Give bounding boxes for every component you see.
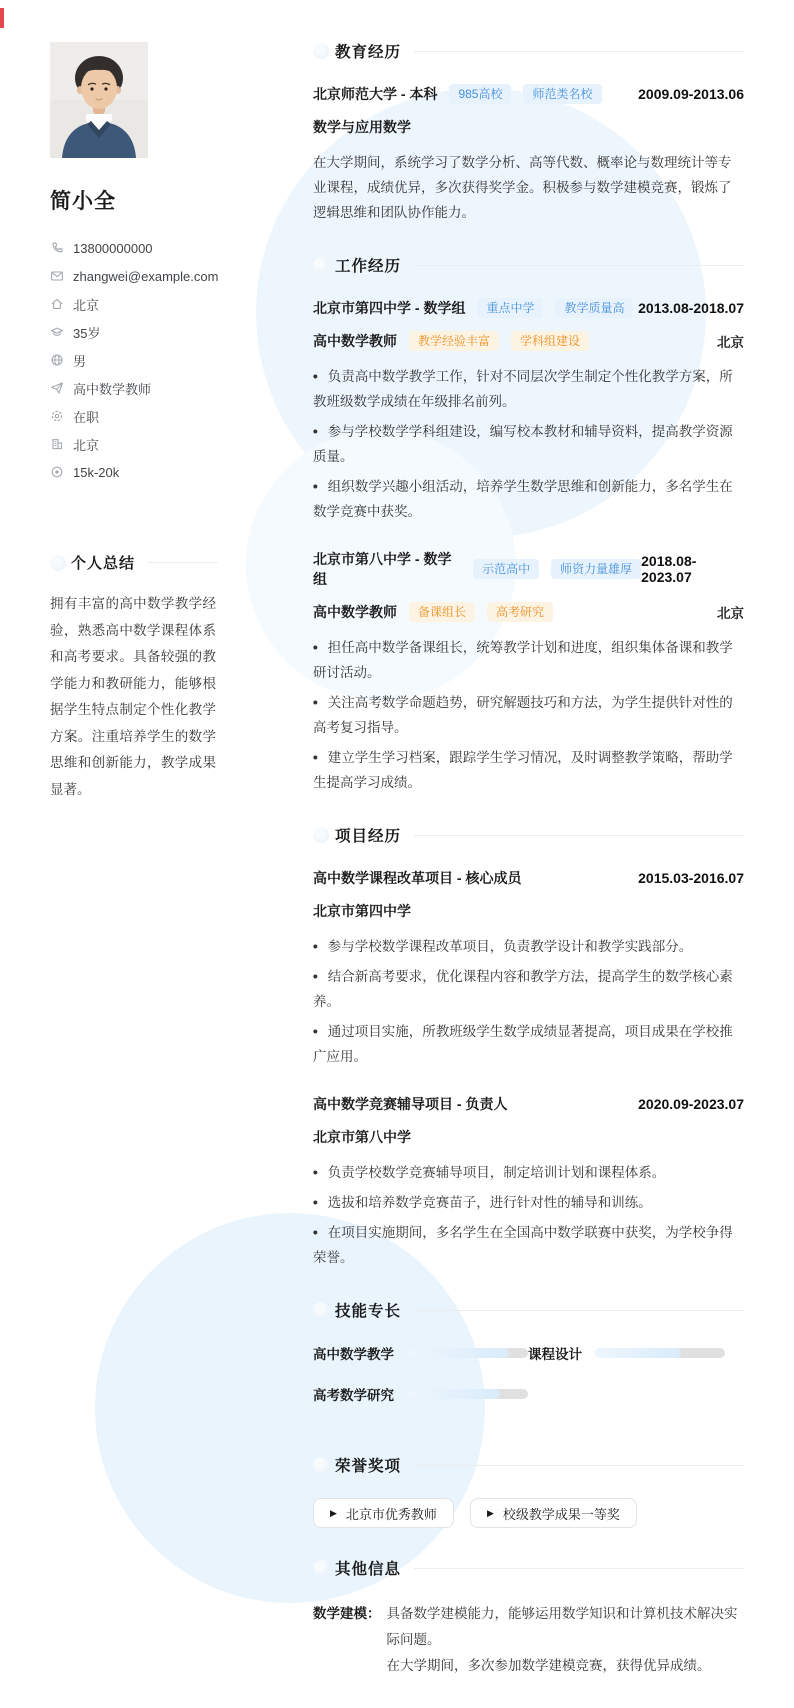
- honor-label: 北京市优秀教师: [345, 1506, 437, 1522]
- company-name: 北京市第八中学 - 数学组: [313, 551, 452, 587]
- summary-section-header: [50, 552, 218, 573]
- contact-phone: [50, 234, 295, 262]
- education-entry: [313, 84, 744, 225]
- paper-plane-icon: [50, 381, 64, 395]
- other-label: 数学建模：: [313, 1606, 381, 1621]
- contact-gender: [50, 346, 295, 374]
- project-bullet: • 选拔和培养数学竞赛苗子，进行针对性的辅导和训练。: [313, 1190, 744, 1215]
- bullet-dot-icon: •: [312, 1023, 318, 1040]
- section-title: 工作经历: [335, 258, 402, 275]
- company-tag: 示范高中: [473, 559, 539, 579]
- bullet-dot-icon: •: [312, 694, 318, 711]
- phone-icon: [50, 241, 64, 255]
- contact-value: 高中数学教师: [73, 381, 152, 397]
- skill-bar-fill: [595, 1348, 681, 1358]
- projects-section-header: [313, 824, 744, 846]
- project-date: 2020.09-2023.07: [638, 1096, 744, 1112]
- sidebar: [50, 42, 295, 803]
- divider: [414, 835, 744, 836]
- skill-name: 课程设计: [528, 1347, 582, 1362]
- honors-section-header: [313, 1454, 744, 1476]
- project-bullet: • 参与学校数学课程改革项目，负责教学设计和教学实践部分。: [313, 934, 744, 959]
- honors-list: [313, 1498, 744, 1528]
- bullet-dot-icon: •: [312, 368, 318, 385]
- skills-section: [313, 1299, 744, 1425]
- other-text: [387, 1601, 745, 1679]
- project-org: 北京市第四中学: [313, 903, 411, 919]
- bullet-dot-icon: •: [312, 1224, 318, 1241]
- work-bullet: • 关注高考数学命题趋势，研究解题技巧和方法，为学生提供针对性的高考复习指导。: [313, 690, 744, 740]
- honors-section: [313, 1454, 744, 1528]
- bullet-dot-icon: •: [312, 423, 318, 440]
- contact-status: [50, 402, 295, 430]
- work-date: 2013.08-2018.07: [638, 300, 744, 316]
- skill-bar: [407, 1389, 528, 1399]
- work-bullet: • 参与学校数学学科组建设，编写校本教材和辅导资料，提高教学资源质量。: [313, 419, 744, 469]
- profile-photo: [50, 42, 148, 158]
- divider: [414, 265, 744, 266]
- section-title: 技能专长: [335, 1303, 402, 1320]
- skill-bar-fill: [407, 1348, 509, 1358]
- bullet-dot-icon: •: [312, 938, 318, 955]
- work-date: 2018.08-2023.07: [641, 553, 697, 585]
- section-dot-icon: [313, 257, 329, 273]
- role-tag: 教学经验丰富: [409, 331, 499, 351]
- skills-section-header: [313, 1299, 744, 1321]
- projects-section: [313, 824, 744, 1270]
- project-date: 2015.03-2016.07: [638, 870, 744, 886]
- skill-bar: [407, 1348, 528, 1358]
- building-icon: [50, 437, 64, 451]
- education-date: 2009.09-2013.06: [638, 86, 744, 102]
- school-tag: 师范类名校: [523, 84, 601, 104]
- bullet-dot-icon: •: [312, 749, 318, 766]
- profile-name: 简小全: [50, 190, 116, 213]
- education-section-header: [313, 40, 744, 62]
- contact-email: [50, 262, 295, 290]
- company-tag: 师资力量雄厚: [551, 559, 641, 579]
- bullet-dot-icon: •: [312, 968, 318, 985]
- honor-label: 校级教学成果一等奖: [502, 1506, 620, 1522]
- section-dot-icon: [313, 1560, 329, 1576]
- honor-pill[interactable]: [313, 1498, 454, 1528]
- bullet-dot-icon: •: [312, 1194, 318, 1211]
- page-accent-mark: [0, 8, 4, 28]
- skill-bar: [595, 1348, 725, 1358]
- work-bullet: • 建立学生学习档案，跟踪学生学习情况，及时调整教学策略，帮助学生提高学习成绩。: [313, 745, 744, 795]
- skill-item: [313, 1343, 528, 1363]
- contact-value: 在职: [73, 409, 100, 425]
- company-tag: 教学质量高: [555, 298, 633, 318]
- contact-list: [50, 234, 295, 486]
- bullet-dot-icon: •: [312, 1164, 318, 1181]
- project-bullet: • 在项目实施期间，多名学生在全国高中数学联赛中获奖，为学校争得荣誉。: [313, 1220, 744, 1270]
- project-name: 高中数学竞赛辅导项目 - 负责人: [313, 1096, 508, 1112]
- work-entry: [313, 549, 744, 795]
- project-org: 北京市第八中学: [313, 1129, 411, 1145]
- work-bullet: • 负责高中数学教学工作，针对不同层次学生制定个性化教学方案，所教班级数学成绩在年级排名前列。: [313, 364, 744, 414]
- role-name: 高中数学教师: [313, 604, 397, 620]
- section-title: 荣誉奖项: [335, 1458, 402, 1475]
- section-title: 教育经历: [335, 44, 402, 61]
- contact-salary: [50, 458, 295, 486]
- contact-value: 北京: [73, 437, 100, 453]
- project-entry: [313, 1094, 744, 1270]
- divider: [414, 51, 744, 52]
- section-dot-icon: [313, 43, 329, 59]
- other-section: [313, 1557, 744, 1679]
- section-dot-icon: [313, 1457, 329, 1473]
- bullet-dot-icon: •: [312, 639, 318, 656]
- project-name: 高中数学课程改革项目 - 核心成员: [313, 870, 522, 886]
- contact-location: [50, 290, 295, 318]
- school-name: 北京师范大学 - 本科: [313, 86, 438, 102]
- education-section: [313, 40, 744, 225]
- play-icon: ▶: [486, 1507, 494, 1518]
- contact-value: 15k-20k: [73, 464, 120, 480]
- project-entry: [313, 868, 744, 1069]
- work-location: 北京: [717, 335, 744, 350]
- role-tag: 备课组长: [409, 602, 475, 622]
- mail-icon: [50, 269, 64, 283]
- education-description: 在大学期间，系统学习了数学分析、高等代数、概率论与数理统计等专业课程，成绩优异，多次获得奖学金。积极参与数学建模竞赛，锻炼了逻辑思维和团队协作能力。: [313, 155, 732, 220]
- bullet-dot-icon: •: [312, 478, 318, 495]
- contact-job-title: [50, 374, 295, 402]
- section-title: 项目经历: [335, 828, 402, 845]
- contact-value: 北京: [73, 297, 100, 313]
- contact-value: 35岁: [73, 325, 101, 341]
- project-bullet: • 结合新高考要求，优化课程内容和教学方法，提高学生的数学核心素养。: [313, 964, 744, 1014]
- other-text-line: 具备数学建模能力，能够运用数学知识和计算机技术解决实际问题。: [386, 1606, 738, 1647]
- contact-value: zhangwei@example.com: [73, 268, 219, 284]
- work-entry: [313, 298, 744, 524]
- other-section-header: [313, 1557, 744, 1579]
- target-icon: [50, 465, 64, 479]
- major-name: 数学与应用数学: [313, 119, 411, 135]
- summary-title: 个人总结: [71, 555, 136, 572]
- section-title: 其他信息: [335, 1561, 402, 1578]
- honor-pill[interactable]: [470, 1498, 637, 1528]
- skill-item: [313, 1384, 528, 1404]
- company-tag: 重点中学: [477, 298, 543, 318]
- divider: [414, 1568, 744, 1569]
- summary-text: 拥有丰富的高中数学教学经验，熟悉高中数学课程体系和高考要求。具备较强的教学能力和教研能力，能够根据学生特点制定个性化教学方案。注重培养学生的数学思维和创新能力，教学成果显著。: [50, 596, 216, 797]
- section-dot-icon: [313, 827, 329, 843]
- divider: [148, 562, 218, 563]
- contact-age: [50, 318, 295, 346]
- role-name: 高中数学教师: [313, 333, 397, 349]
- skill-bar-fill: [407, 1389, 500, 1399]
- play-icon: ▶: [330, 1507, 337, 1518]
- section-dot-icon: [313, 1302, 329, 1318]
- work-section-header: [313, 254, 744, 276]
- role-tag: 高考研究: [487, 602, 553, 622]
- other-text-line: 在大学期间，多次参加数学建模竞赛，获得优异成绩。: [386, 1658, 711, 1673]
- work-section: [313, 254, 744, 795]
- age-icon: [50, 325, 64, 339]
- work-bullet: • 组织数学兴趣小组活动，培养学生数学思维和创新能力，多名学生在数学竞赛中获奖。: [313, 474, 744, 524]
- skill-name: 高考数学研究: [313, 1388, 394, 1403]
- main-content: [313, 40, 744, 1708]
- divider: [414, 1310, 744, 1311]
- school-tag: 985高校: [449, 84, 511, 104]
- summary-section: [50, 552, 295, 803]
- contact-city: [50, 430, 295, 458]
- other-info: [313, 1601, 744, 1679]
- project-bullet: • 负责学校数学竞赛辅导项目，制定培训计划和课程体系。: [313, 1160, 744, 1185]
- home-icon: [50, 297, 64, 311]
- skill-item: [528, 1343, 743, 1363]
- project-bullet: • 通过项目实施，所教班级学生数学成绩显著提高，项目成果在学校推广应用。: [313, 1019, 744, 1069]
- role-tag: 学科组建设: [511, 331, 589, 351]
- contact-value: 男: [73, 353, 87, 369]
- status-icon: [50, 409, 64, 423]
- skills-list: [313, 1343, 744, 1425]
- company-name: 北京市第四中学 - 数学组: [313, 300, 466, 316]
- contact-value: 13800000000: [73, 240, 153, 256]
- gender-icon: [50, 353, 64, 367]
- work-bullet: • 担任高中数学备课组长，统筹教学计划和进度，组织集体备课和教学研讨活动。: [313, 635, 744, 685]
- section-dot-icon: [50, 555, 66, 571]
- work-location: 北京: [717, 606, 744, 621]
- skill-name: 高中数学教学: [313, 1347, 394, 1362]
- divider: [414, 1465, 744, 1466]
